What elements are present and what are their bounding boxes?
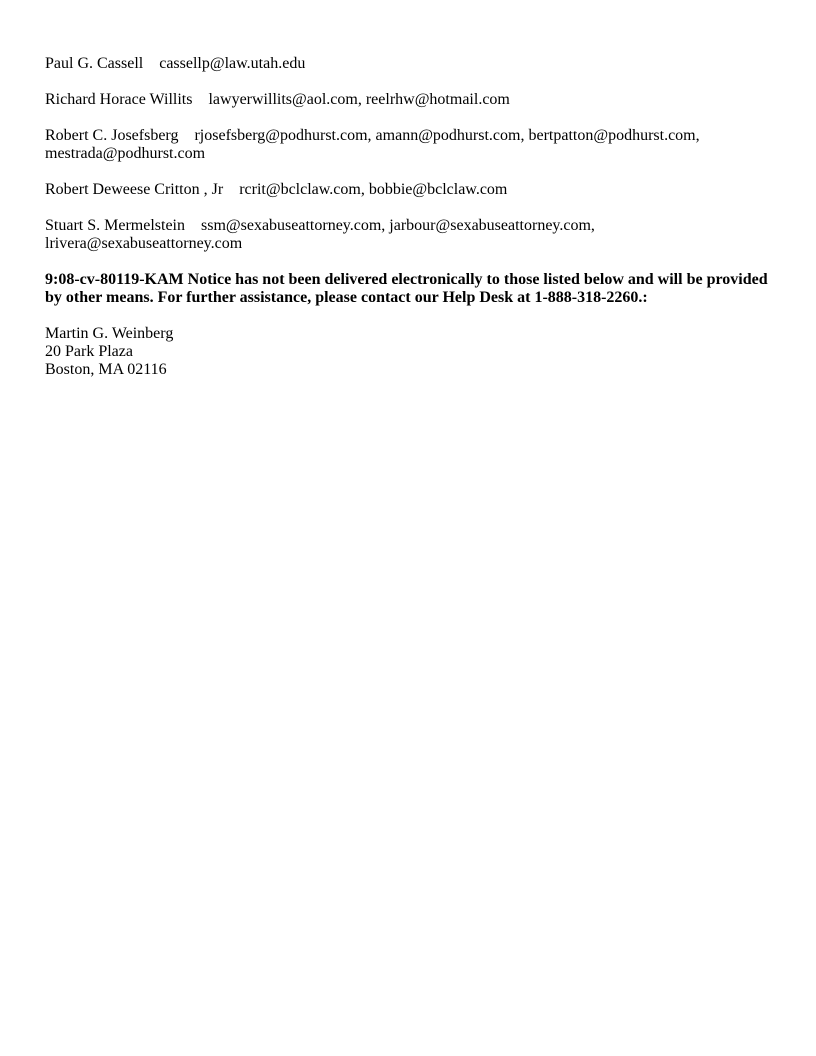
recipient-entry: [45, 55, 785, 73]
document-page: [45, 55, 785, 379]
recipient-name: Richard Horace Willits: [45, 91, 193, 108]
address-city: Boston, MA 02116: [45, 361, 167, 378]
recipient-entry: [45, 91, 785, 109]
recipient-entry: [45, 127, 785, 163]
recipient-emails: rcrit@bclclaw.com, bobbie@bclclaw.com: [239, 181, 508, 198]
recipient-name: Stuart S. Mermelstein: [45, 217, 185, 234]
recipient-name: Paul G. Cassell: [45, 55, 144, 72]
recipient-emails: lawyerwillits@aol.com, reelrhw@hotmail.com: [208, 91, 510, 108]
recipient-emails: ssm@sexabuseattorney.com, jarbour@sexabuseattorney.com, lrivera@sexabuseattorney.com: [45, 217, 595, 252]
mailing-address: [45, 325, 785, 379]
recipient-name: Robert Deweese Critton , Jr: [45, 181, 224, 198]
non-electronic-notice-heading: 9:08-cv-80119-KAM Notice has not been delivered electronically to those listed below and will be provided by other means. For further assistance, please contact our Help Desk at 1-888-318-2260.:: [45, 271, 768, 306]
address-street: 20 Park Plaza: [45, 343, 133, 360]
recipient-name: Robert C. Josefsberg: [45, 127, 179, 144]
recipient-entry: [45, 181, 785, 199]
recipient-emails: cassellp@law.utah.edu: [159, 55, 306, 72]
recipient-entry: [45, 217, 785, 253]
recipient-emails: rjosefsberg@podhurst.com, amann@podhurst.com, bertpatton@podhurst.com, mestrada@podhurst.com: [45, 127, 700, 162]
address-name: Martin G. Weinberg: [45, 325, 174, 342]
